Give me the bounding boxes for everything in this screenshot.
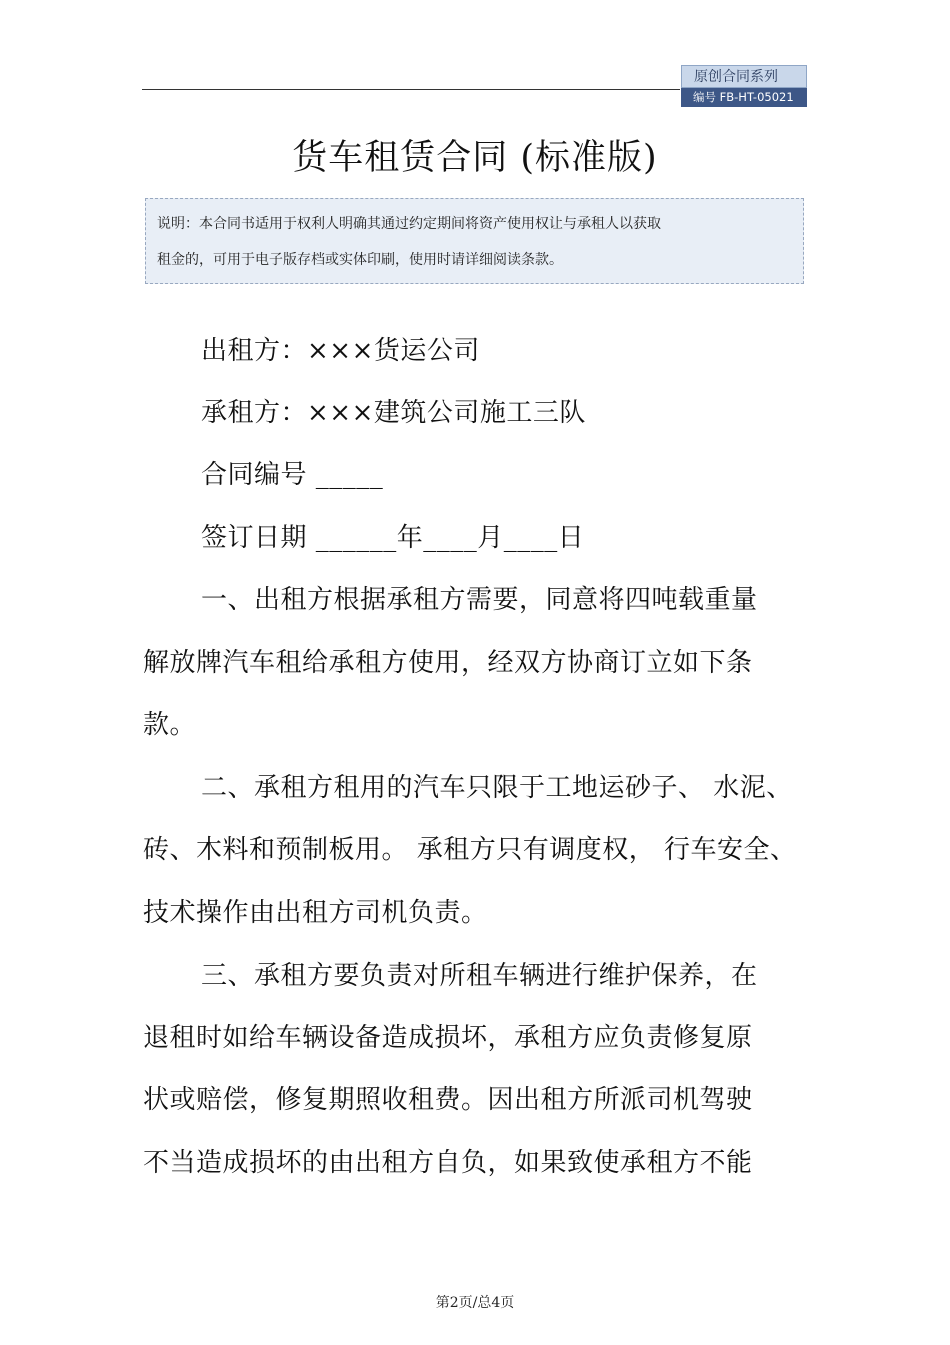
body-line: 状或赔偿，修复期照收租费。因出租方所派司机驾驶	[143, 1085, 753, 1115]
page-number: 第2页/总4页	[435, 1295, 515, 1311]
body-line: 二、承租方租用的汽车只限于工地运砂子、 水泥、	[201, 773, 793, 803]
description-line-2: 租金的，可用于电子版存档或实体印刷，使用时请详细阅读条款。	[157, 252, 563, 268]
contract-number-field: 合同编号 _____	[201, 460, 384, 490]
series-badge	[681, 65, 807, 107]
description-line-1: 说明：本合同书适用于权利人明确其通过约定期间将资产使用权让与承租人以获取	[157, 216, 661, 232]
body-line: 款。	[143, 710, 197, 740]
header-rule	[142, 89, 680, 90]
lessor-field: 出租方：×××货运公司	[201, 336, 480, 366]
lessee-field: 承租方：×××建筑公司施工三队	[201, 398, 586, 428]
body-line: 解放牌汽车租给承租方使用，经双方协商订立如下条	[143, 648, 753, 678]
description-box	[145, 198, 804, 284]
document-title: 货车租赁合同 (标准版)	[292, 138, 658, 178]
body-line: 一、出租方根据承租方需要，同意将四吨载重量	[201, 585, 758, 615]
sign-date-field: 签订日期 ______年____月____日	[201, 523, 585, 553]
contract-code: 编号 FB-HT-05021	[681, 88, 807, 107]
body-line: 砖、木料和预制板用。 承租方只有调度权， 行车安全、	[143, 835, 797, 865]
body-line: 退租时如给车辆设备造成损坏，承租方应负责修复原	[143, 1023, 753, 1053]
body-line: 不当造成损坏的由出租方自负，如果致使承租方不能	[143, 1148, 753, 1178]
body-line: 技术操作由出租方司机负责。	[143, 898, 488, 928]
body-line: 三、承租方要负责对所租车辆进行维护保养，在	[201, 961, 758, 991]
series-label: 原创合同系列	[681, 65, 807, 88]
